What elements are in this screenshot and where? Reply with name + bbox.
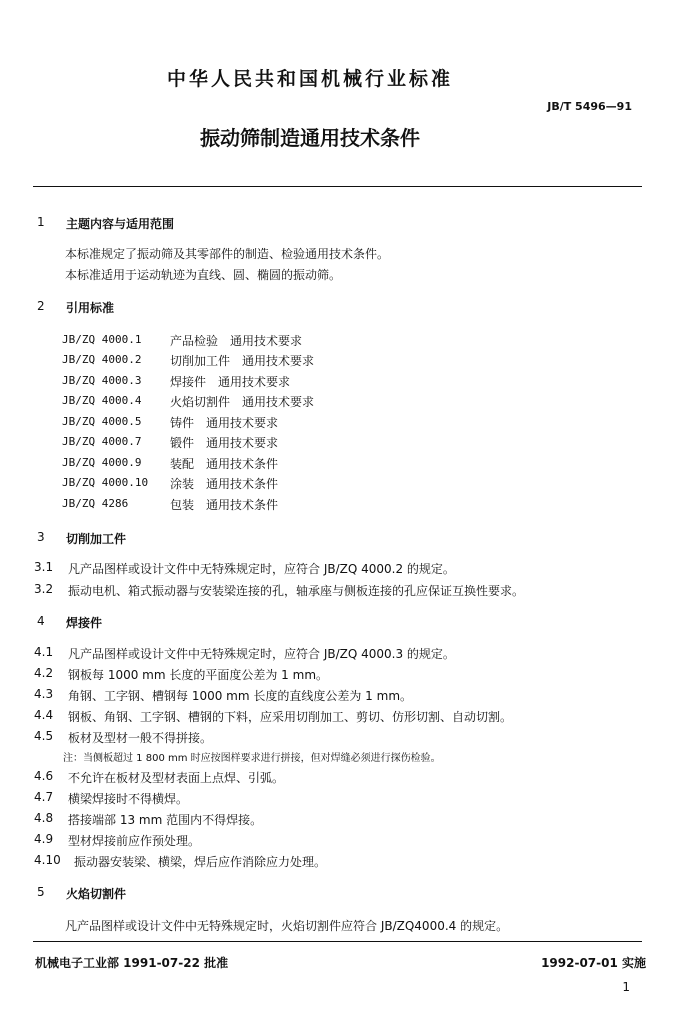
clause-number: 4.8 bbox=[34, 811, 54, 825]
standard-title: 中华人民共和国机械行业标准 bbox=[166, 68, 453, 90]
section-4-title: 焊接件 bbox=[66, 616, 103, 630]
ref-desc: 火焰切割件 通用技术要求 bbox=[170, 395, 315, 409]
ref-code: JB/ZQ 4000.3 bbox=[62, 374, 142, 387]
clause-number: 4.3 bbox=[34, 687, 54, 701]
ref-code: JB/ZQ 4000.5 bbox=[62, 415, 142, 428]
section-2-number: 2 bbox=[37, 299, 45, 313]
ref-desc: 装配 通用技术条件 bbox=[170, 457, 279, 471]
ref-desc: 产品检验 通用技术要求 bbox=[170, 334, 303, 348]
clause-number: 4.6 bbox=[34, 769, 54, 783]
ref-desc: 切削加工件 通用技术要求 bbox=[170, 354, 315, 368]
section-3-title: 切削加工件 bbox=[66, 532, 127, 546]
header-rule bbox=[33, 186, 642, 187]
clause-text: 角钢、工字钢、槽钢每 1000 mm 长度的直线度公差为 1 mm。 bbox=[68, 689, 413, 703]
section-5-number: 5 bbox=[37, 885, 45, 899]
section-1-title: 主题内容与适用范围 bbox=[66, 217, 175, 231]
ref-desc: 焊接件 通用技术要求 bbox=[170, 375, 291, 389]
section-5-para: 凡产品图样或设计文件中无特殊规定时，火焰切割件应符合 JB/ZQ4000.4 的规定。 bbox=[65, 919, 509, 933]
clause-number: 4.1 bbox=[34, 645, 54, 659]
ref-desc: 包装 通用技术条件 bbox=[170, 498, 279, 512]
clause-text: 振动器安装梁、横梁，焊后应作消除应力处理。 bbox=[74, 855, 327, 869]
clause-text: 钢板、角钢、工字钢、槽钢的下料，应采用切削加工、剪切、仿形切割、自动切割。 bbox=[68, 710, 513, 724]
ref-code: JB/ZQ 4000.1 bbox=[62, 333, 142, 346]
clause-number: 4.4 bbox=[34, 708, 54, 722]
ref-code: JB/ZQ 4286 bbox=[62, 497, 129, 510]
section-4-number: 4 bbox=[37, 614, 45, 628]
section-1-para: 本标准规定了振动筛及其零部件的制造、检验通用技术条件。 bbox=[65, 247, 390, 261]
clause-text: 不允许在板材及型材表面上点焊、引弧。 bbox=[68, 771, 285, 785]
page-number: 1 bbox=[622, 980, 630, 994]
document-title: 振动筛制造通用技术条件 bbox=[200, 126, 420, 150]
approval-date: 机械电子工业部 1991-07-22 批准 bbox=[35, 956, 229, 970]
clause-number: 4.5 bbox=[34, 729, 54, 743]
section-1-number: 1 bbox=[37, 215, 45, 229]
clause-number: 4.9 bbox=[34, 832, 54, 846]
clause-number: 4.7 bbox=[34, 790, 54, 804]
section-1-para: 本标准适用于运动轨迹为直线、圆、椭圆的振动筛。 bbox=[65, 268, 342, 282]
ref-desc: 铸件 通用技术要求 bbox=[170, 416, 279, 430]
clause-number: 3.1 bbox=[34, 560, 54, 574]
effective-date: 1992-07-01 实施 bbox=[541, 956, 646, 970]
ref-code: JB/ZQ 4000.10 bbox=[62, 476, 149, 489]
footer-rule bbox=[33, 941, 642, 942]
clause-text: 型材焊接前应作预处理。 bbox=[68, 834, 201, 848]
note: 注：当侧板超过 1 800 mm 时应按图样要求进行拼接，但对焊缝必须进行探伤检验。 bbox=[63, 753, 441, 764]
clause-text: 振动电机、箱式振动器与安装梁连接的孔，轴承座与侧板连接的孔应保证互换性要求。 bbox=[68, 584, 525, 598]
clause-text: 搭接端部 13 mm 范围内不得焊接。 bbox=[68, 813, 263, 827]
clause-number: 4.10 bbox=[34, 853, 61, 867]
clause-number: 3.2 bbox=[34, 582, 54, 596]
standard-code: JB/T 5496—91 bbox=[547, 100, 632, 113]
clause-text: 横梁焊接时不得横焊。 bbox=[68, 792, 189, 806]
ref-code: JB/ZQ 4000.4 bbox=[62, 394, 142, 407]
clause-number: 4.2 bbox=[34, 666, 54, 680]
ref-code: JB/ZQ 4000.9 bbox=[62, 456, 142, 469]
ref-code: JB/ZQ 4000.7 bbox=[62, 435, 142, 448]
ref-code: JB/ZQ 4000.2 bbox=[62, 353, 142, 366]
clause-text: 凡产品图样或设计文件中无特殊规定时，应符合 JB/ZQ 4000.3 的规定。 bbox=[68, 647, 455, 661]
ref-desc: 锻件 通用技术要求 bbox=[170, 436, 279, 450]
clause-text: 钢板每 1000 mm 长度的平面度公差为 1 mm。 bbox=[68, 668, 329, 682]
clause-text: 板材及型材一般不得拼接。 bbox=[68, 731, 213, 745]
section-2-title: 引用标准 bbox=[66, 301, 115, 315]
ref-desc: 涂装 通用技术条件 bbox=[170, 477, 279, 491]
section-5-title: 火焰切割件 bbox=[66, 887, 127, 901]
section-3-number: 3 bbox=[37, 530, 45, 544]
clause-text: 凡产品图样或设计文件中无特殊规定时，应符合 JB/ZQ 4000.2 的规定。 bbox=[68, 562, 455, 576]
